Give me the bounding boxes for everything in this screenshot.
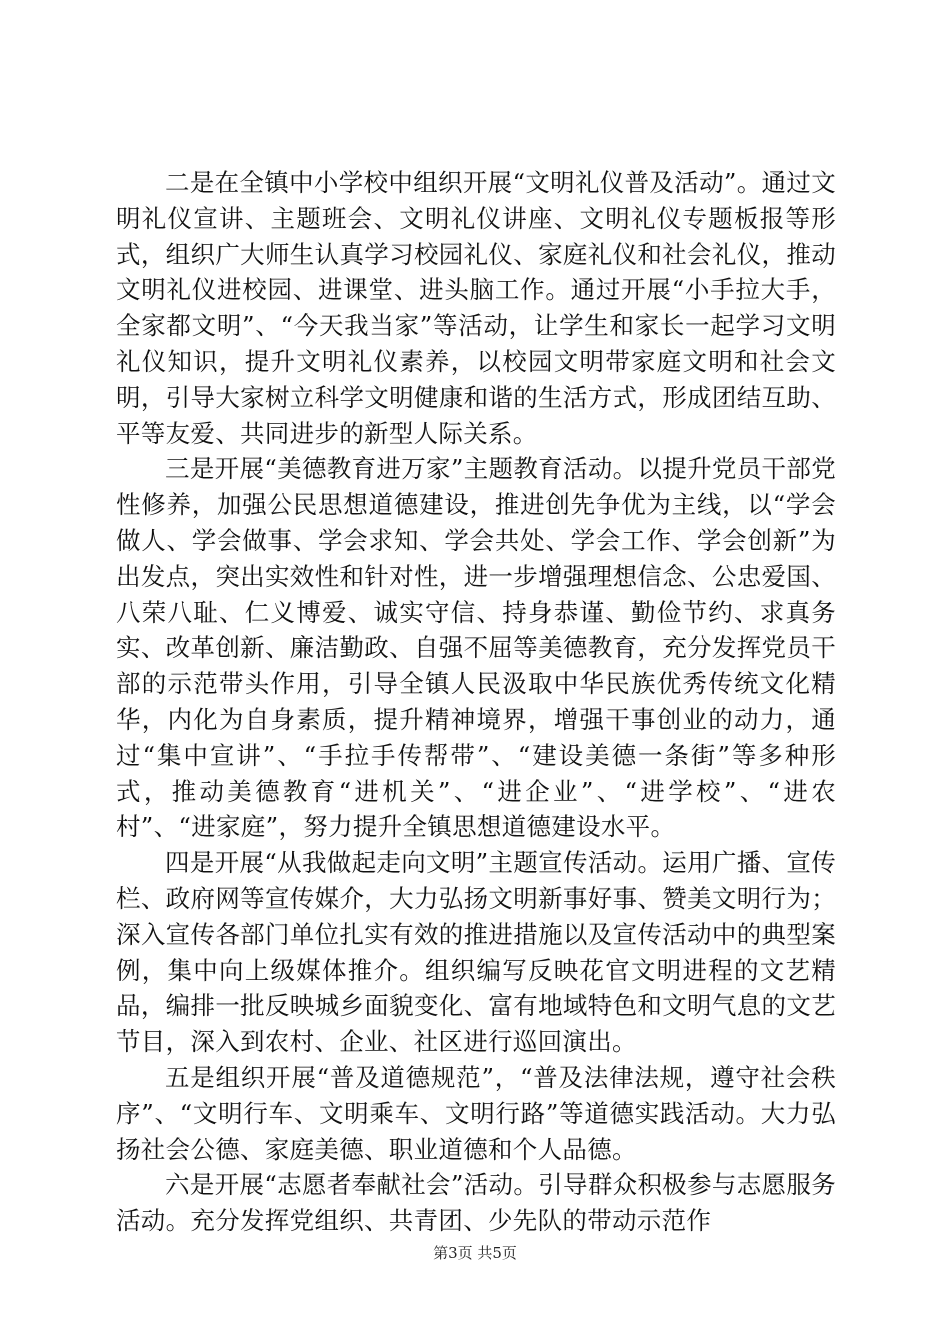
paragraph-4: 四是开展“从我做起走向文明”主题宣传活动。运用广播、宣传栏、政府网等宣传媒介，大力弘扬文明新事好事、赞美文明行为；深入宣传各部门单位扎实有效的推进措施以及宣传活动中的典型案例，集中向上级媒体推介。组织编写反映花官文明进程的文艺精品，编排一批反映城乡面貌变化、富有地域特色和文明气息的文艺节目，深入到农村、企业、社区进行巡回演出。 [116, 848, 836, 1057]
paragraph-6: 六是开展“志愿者奉献社会”活动。引导群众积极参与志愿服务活动。充分发挥党组织、共青团、少先队的带动示范作 [116, 1170, 836, 1236]
document-body [116, 165, 836, 1239]
paragraph-2: 二是在全镇中小学校中组织开展“文明礼仪普及活动”。通过文明礼仪宣讲、主题班会、文明礼仪讲座、文明礼仪专题板报等形式，组织广大师生认真学习校园礼仪、家庭礼仪和社会礼仪，推动文明礼仪进校园、进课堂、进头脑工作。通过开展“小手拉大手，全家都文明”、“今天我当家”等活动，让学生和家长一起学习文明礼仪知识，提升文明礼仪素养，以校园文明带家庭文明和社会文明，引导大家树立科学文明健康和谐的生活方式，形成团结互助、平等友爱、共同进步的新型人际关系。 [116, 168, 836, 448]
paragraph-3: 三是开展“美德教育进万家”主题教育活动。以提升党员干部党性修养，加强公民思想道德建设，推进创先争优为主线，以“学会做人、学会做事、学会求知、学会共处、学会工作、学会创新”为出发点，突出实效性和针对性，进一步增强理想信念、公忠爱国、八荣八耻、仁义博爱、诚实守信、持身恭谨、勤俭节约、求真务实、改革创新、廉洁勤政、自强不屈等美德教育，充分发挥党员干部的示范带头作用，引导全镇人民汲取中华民族优秀传统文化精华，内化为自身素质，提升精神境界，增强干事创业的动力，通过“集中宣讲”、“手拉手传帮带”、“建设美德一条街”等多种形式，推动美德教育“进机关”、“进企业”、“进学校”、“进农村”、“进家庭”，努力提升全镇思想道德建设水平。 [116, 454, 836, 842]
page-number-footer: 第3页 共5页 [433, 1244, 517, 1262]
paragraph-5: 五是组织开展“普及道德规范”，“普及法律法规，遵守社会秩序”、“文明行车、文明乘车、文明行路”等道德实践活动。大力弘扬社会公德、家庭美德、职业道德和个人品德。 [116, 1062, 836, 1164]
